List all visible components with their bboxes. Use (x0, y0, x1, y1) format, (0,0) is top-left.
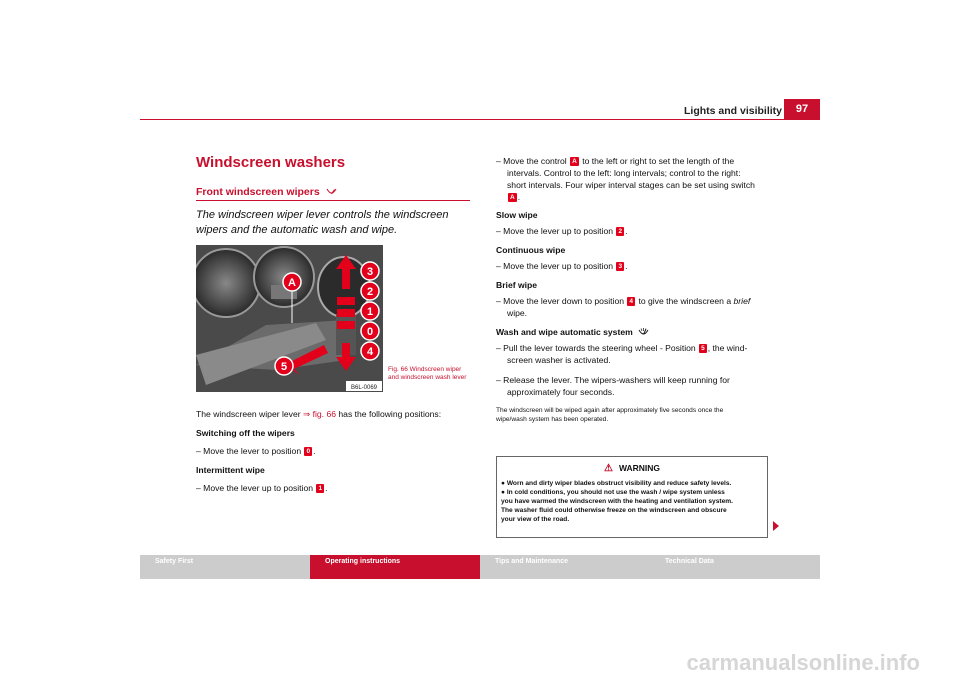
warning-item-2-text-1: In cold conditions, you should not use the wash / wipe system unless (506, 489, 725, 496)
control-step-line-4: short intervals. Four wiper interval stages can be set using switch (507, 180, 755, 190)
wash-step-text-1: – Pull the lever towards the steering wheel - Position (496, 343, 696, 353)
wash-wipe-heading (496, 326, 770, 338)
subsection-title: Front windscreen wipers (196, 186, 320, 198)
brief-wipe-title: Brief wipe (496, 280, 538, 290)
label-4: 4 (366, 346, 374, 358)
watermark: carmanualsonline.info (686, 650, 920, 675)
brief-word: brief (733, 296, 751, 306)
label-3: 3 (366, 266, 374, 278)
position-3-badge: 3 (618, 263, 623, 270)
warning-item-2 (501, 488, 763, 497)
warning-heading (497, 463, 767, 474)
brief-wipe-step (496, 295, 770, 307)
subsection-rule (196, 200, 470, 201)
switching-off-step-text: – Move the lever to position (196, 446, 302, 456)
wiper-lever-figure (196, 245, 383, 392)
position-1-badge: 1 (318, 485, 323, 492)
left-body (196, 408, 470, 494)
label-2: 2 (366, 286, 374, 298)
label-5: 5 (280, 361, 288, 373)
continuous-wipe-step-text: – Move the lever up to position (496, 261, 614, 271)
wash-step-line-2: screen washer is activated. (507, 355, 611, 365)
lever-intro-line (196, 408, 470, 420)
wash-step-text-2: , the wind- (707, 343, 748, 353)
warning-item-1-text: Worn and dirty wiper blades obstruct visibility and reduce safety levels. (506, 480, 732, 487)
position-2-badge: 2 (618, 228, 623, 235)
right-body (496, 155, 770, 424)
tab-tips-and-maintenance[interactable]: Tips and Maintenance (495, 558, 568, 565)
control-step-text-1: – Move the control (496, 156, 567, 166)
intermittent-title: Intermittent wipe (196, 465, 265, 475)
warning-item-2-line-4: your view of the road. (501, 516, 570, 523)
warning-item-2-line-2: you have warmed the windscreen with the heating and ventilation system. (501, 498, 733, 505)
warning-text (501, 479, 763, 524)
warning-box (496, 456, 768, 538)
continuous-wipe-title: Continuous wipe (496, 245, 566, 255)
note-line-1: The windscreen will be wiped again after approximately five seconds once the (496, 407, 724, 414)
brief-wipe-step-text: – Move the lever down to position (496, 296, 625, 306)
wash-wipe-title: Wash and wipe automatic system (496, 327, 633, 337)
switching-off-step (196, 445, 470, 457)
bullet-icon: ● (501, 489, 505, 496)
washer-icon (638, 328, 649, 337)
control-step-line-3: intervals. Control to the left: long intervals; control to the right: (507, 168, 741, 178)
warning-triangle-icon: ⚠ (603, 463, 613, 474)
warning-item-2-line-3: The washer fluid could otherwise freeze on the windscreen and obscure (501, 507, 727, 514)
period: . (517, 192, 521, 202)
bullet-icon: ● (501, 480, 505, 487)
continuous-wipe-step (496, 260, 770, 272)
intermittent-step-text: – Move the lever up to position (196, 483, 314, 493)
switching-off-title: Switching off the wipers (196, 428, 295, 438)
slow-wipe-step-text: – Move the lever up to position (496, 226, 614, 236)
label-A: A (288, 277, 296, 289)
position-5-badge: 5 (701, 345, 705, 352)
figure-code: B6L-0069 (350, 385, 378, 391)
period: . (625, 261, 628, 271)
position-0-badge: 0 (306, 448, 311, 455)
footer-tabs (140, 555, 820, 579)
brief-wipe-step-end: wipe. (507, 308, 528, 318)
release-step-line-1: – Release the lever. The wipers-washers will keep running for (496, 375, 730, 385)
intermittent-step (196, 482, 470, 494)
warning-title: WARNING (618, 463, 661, 473)
tab-operating-instructions[interactable]: Operating instructions (310, 555, 480, 579)
slow-wipe-title: Slow wipe (496, 210, 538, 220)
page-number: 97 (784, 99, 820, 119)
subsection-heading (196, 186, 337, 198)
tab-safety-first[interactable]: Safety First (155, 558, 194, 565)
note-line-2: wipe/wash system has been operated. (496, 416, 609, 423)
period: . (625, 226, 628, 236)
period: . (313, 446, 316, 456)
continue-arrow-icon[interactable] (773, 521, 779, 531)
label-1: 1 (366, 306, 374, 318)
tab-technical-data[interactable]: Technical Data (665, 558, 714, 565)
header-rule (140, 119, 820, 120)
wiper-icon (326, 188, 337, 196)
figure-reference-link[interactable]: ⇒ fig. 66 (303, 409, 336, 419)
control-step-line-5 (496, 191, 770, 203)
release-step-line-2: approximately four seconds. (507, 387, 615, 397)
lever-intro-pre: The windscreen wiper lever (196, 409, 303, 419)
wiper-lever-illustration (196, 245, 383, 392)
brief-wipe-step-mid: to give the windscreen a (638, 296, 732, 306)
intro-text: The windscreen wiper lever controls the windscreen wipers and the automatic wash and wipe. (196, 209, 449, 236)
period: . (325, 483, 328, 493)
section-title: Windscreen washers (196, 154, 346, 171)
label-0: 0 (366, 326, 374, 338)
control-step (496, 155, 770, 167)
wash-step (496, 342, 770, 354)
figure-caption: Fig. 66 Windscreen wiper and windscreen wash lever (388, 366, 467, 381)
position-A-badge-2: A (510, 194, 515, 201)
position-A-badge: A (572, 158, 577, 165)
lever-intro-post: has the following positions: (336, 409, 442, 419)
warning-item-1 (501, 479, 763, 488)
running-header: Lights and visibility (684, 105, 783, 117)
position-4-badge: 4 (629, 298, 634, 305)
control-step-text-2: to the left or right to set the length of the (582, 156, 735, 166)
slow-wipe-step (496, 225, 770, 237)
